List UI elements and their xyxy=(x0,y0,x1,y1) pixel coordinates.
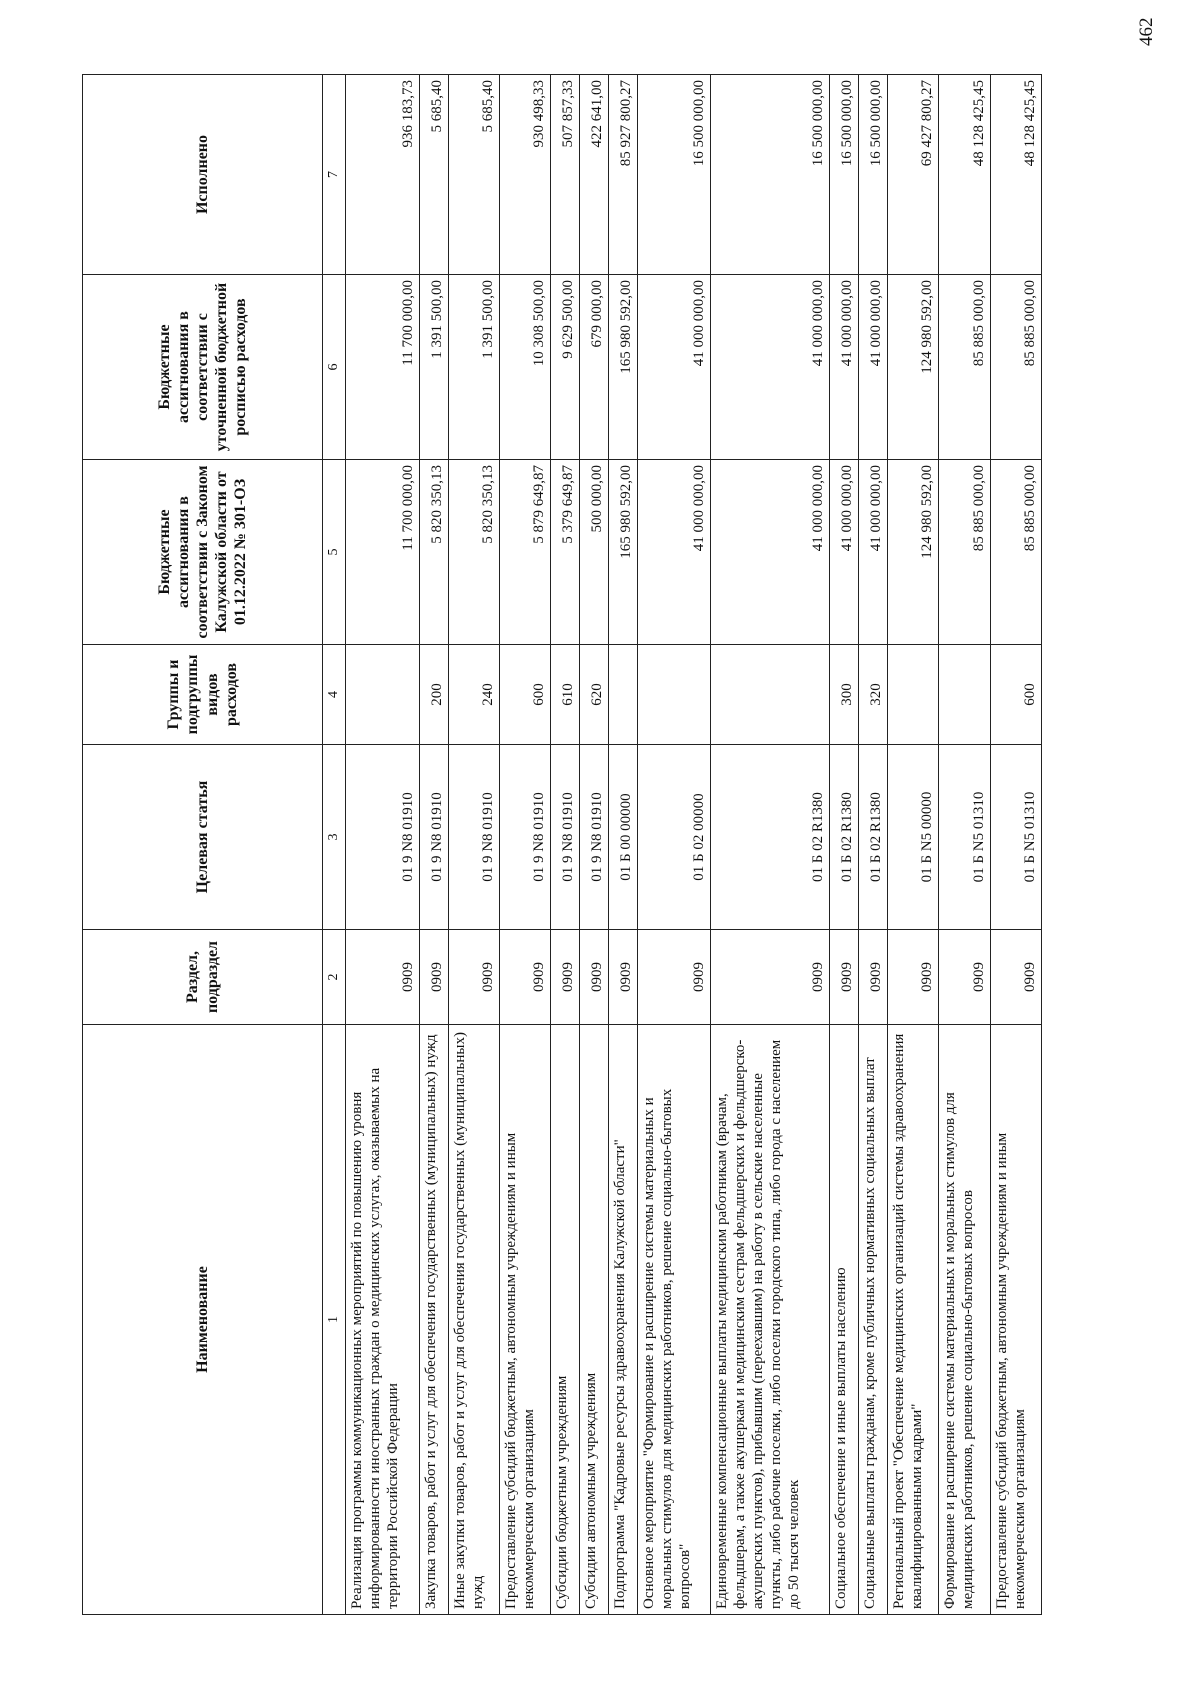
row-section: 0909 xyxy=(990,930,1041,1025)
row-law-amount: 5 820 350,13 xyxy=(448,460,499,645)
row-target: 01 Б 02 R1380 xyxy=(830,745,859,930)
col-number: 7 xyxy=(323,75,346,275)
header-groups: Группы и подгруппы видов расходов xyxy=(83,645,323,745)
row-target: 01 9 N8 01910 xyxy=(346,745,420,930)
row-name: Формирование и расширение системы материальных и моральных стимулов для медицинских работников, решение социально-бытовых вопросов xyxy=(939,1025,990,1615)
row-name: Социальное обеспечение и иные выплаты населению xyxy=(830,1025,859,1615)
row-executed-amount: 16 500 000,00 xyxy=(711,75,830,275)
row-law-amount: 41 000 000,00 xyxy=(859,460,888,645)
row-law-amount: 85 885 000,00 xyxy=(990,460,1041,645)
row-executed-amount: 507 857,33 xyxy=(551,75,580,275)
table-row xyxy=(419,75,448,1615)
row-section: 0909 xyxy=(859,930,888,1025)
table-row xyxy=(887,75,938,1615)
row-group xyxy=(711,645,830,745)
row-law-amount: 85 885 000,00 xyxy=(939,460,990,645)
table-row xyxy=(499,75,550,1615)
row-executed-amount: 16 500 000,00 xyxy=(637,75,711,275)
page-number: 462 xyxy=(1136,17,1157,46)
row-group xyxy=(637,645,711,745)
row-budget-amount: 11 700 000,00 xyxy=(346,275,420,460)
row-executed-amount: 422 641,00 xyxy=(580,75,609,275)
row-target: 01 Б N5 01310 xyxy=(990,745,1041,930)
table-row xyxy=(859,75,888,1615)
row-budget-amount: 124 980 592,00 xyxy=(887,275,938,460)
row-target: 01 9 N8 01910 xyxy=(448,745,499,930)
row-executed-amount: 16 500 000,00 xyxy=(859,75,888,275)
row-section: 0909 xyxy=(499,930,550,1025)
row-section: 0909 xyxy=(346,930,420,1025)
row-law-amount: 5 820 350,13 xyxy=(419,460,448,645)
row-group xyxy=(939,645,990,745)
col-number: 6 xyxy=(323,275,346,460)
header-name: Наименование xyxy=(83,1025,323,1615)
row-section: 0909 xyxy=(419,930,448,1025)
row-section: 0909 xyxy=(711,930,830,1025)
row-law-amount: 124 980 592,00 xyxy=(887,460,938,645)
row-target: 01 Б N5 01310 xyxy=(939,745,990,930)
budget-table-page xyxy=(82,75,1042,1615)
row-section: 0909 xyxy=(608,930,637,1025)
row-executed-amount: 936 183,73 xyxy=(346,75,420,275)
row-target: 01 9 N8 01910 xyxy=(580,745,609,930)
row-group xyxy=(887,645,938,745)
row-section: 0909 xyxy=(580,930,609,1025)
row-target: 01 Б 02 R1380 xyxy=(859,745,888,930)
row-budget-amount: 85 885 000,00 xyxy=(939,275,990,460)
row-executed-amount: 85 927 800,27 xyxy=(608,75,637,275)
row-budget-amount: 1 391 500,00 xyxy=(419,275,448,460)
row-law-amount: 500 000,00 xyxy=(580,460,609,645)
table-row xyxy=(608,75,637,1615)
table-row xyxy=(551,75,580,1615)
row-name: Предоставление субсидий бюджетным, автономным учреждениям и иным некоммерческим организациям xyxy=(499,1025,550,1615)
row-law-amount: 41 000 000,00 xyxy=(637,460,711,645)
row-section: 0909 xyxy=(551,930,580,1025)
row-group: 320 xyxy=(859,645,888,745)
row-budget-amount: 41 000 000,00 xyxy=(859,275,888,460)
row-target: 01 9 N8 01910 xyxy=(499,745,550,930)
table-row xyxy=(637,75,711,1615)
row-budget-amount: 41 000 000,00 xyxy=(637,275,711,460)
row-name: Субсидии бюджетным учреждениям xyxy=(551,1025,580,1615)
row-name: Подпрограмма "Кадровые ресурсы здравоохранения Калужской области" xyxy=(608,1025,637,1615)
row-budget-amount: 41 000 000,00 xyxy=(711,275,830,460)
row-target: 01 Б 02 00000 xyxy=(637,745,711,930)
row-name: Реализация программы коммуникационных мероприятий по повышению уровня информированности иностранных граждан о медицинских услугах, оказываемых на территории Российской Федерации xyxy=(346,1025,420,1615)
row-section: 0909 xyxy=(637,930,711,1025)
col-number: 5 xyxy=(323,460,346,645)
row-executed-amount: 48 128 425,45 xyxy=(990,75,1041,275)
table-row xyxy=(346,75,420,1615)
row-executed-amount: 69 427 800,27 xyxy=(887,75,938,275)
header-section: Раздел, подраздел xyxy=(83,930,323,1025)
row-section: 0909 xyxy=(939,930,990,1025)
row-budget-amount: 41 000 000,00 xyxy=(830,275,859,460)
row-budget-amount: 679 000,00 xyxy=(580,275,609,460)
row-name: Иные закупки товаров, работ и услуг для обеспечения государственных (муниципальных) нужд xyxy=(448,1025,499,1615)
row-section: 0909 xyxy=(887,930,938,1025)
table-row xyxy=(711,75,830,1615)
row-law-amount: 165 980 592,00 xyxy=(608,460,637,645)
col-number: 3 xyxy=(323,745,346,930)
row-budget-amount: 10 308 500,00 xyxy=(499,275,550,460)
row-executed-amount: 930 498,33 xyxy=(499,75,550,275)
table-row xyxy=(939,75,990,1615)
row-name: Социальные выплаты гражданам, кроме публичных нормативных социальных выплат xyxy=(859,1025,888,1615)
row-group: 300 xyxy=(830,645,859,745)
row-executed-amount: 5 685,40 xyxy=(419,75,448,275)
table-row xyxy=(448,75,499,1615)
table-row xyxy=(830,75,859,1615)
row-target: 01 9 N8 01910 xyxy=(419,745,448,930)
row-target: 01 Б 02 R1380 xyxy=(711,745,830,930)
row-target: 01 Б N5 00000 xyxy=(887,745,938,930)
budget-execution-table xyxy=(82,74,1042,1615)
header-budget-allocations: Бюджетные ассигнования в соответствии с уточненной бюджетной росписью расходов xyxy=(83,275,323,460)
header-executed: Исполнено xyxy=(83,75,323,275)
table-row xyxy=(580,75,609,1615)
row-executed-amount: 48 128 425,45 xyxy=(939,75,990,275)
row-law-amount: 11 700 000,00 xyxy=(346,460,420,645)
row-group: 600 xyxy=(499,645,550,745)
row-executed-amount: 5 685,40 xyxy=(448,75,499,275)
row-budget-amount: 165 980 592,00 xyxy=(608,275,637,460)
row-executed-amount: 16 500 000,00 xyxy=(830,75,859,275)
row-section: 0909 xyxy=(448,930,499,1025)
col-number: 1 xyxy=(323,1025,346,1615)
col-number: 4 xyxy=(323,645,346,745)
row-law-amount: 41 000 000,00 xyxy=(830,460,859,645)
row-group: 600 xyxy=(990,645,1041,745)
row-law-amount: 41 000 000,00 xyxy=(711,460,830,645)
row-budget-amount: 9 629 500,00 xyxy=(551,275,580,460)
row-name: Закупка товаров, работ и услуг для обеспечения государственных (муниципальных) нужд xyxy=(419,1025,448,1615)
row-budget-amount: 85 885 000,00 xyxy=(990,275,1041,460)
row-group: 610 xyxy=(551,645,580,745)
row-name: Региональный проект "Обеспечение медицинских организаций системы здравоохранения квалифицированными кадрами" xyxy=(887,1025,938,1615)
row-law-amount: 5 879 649,87 xyxy=(499,460,550,645)
row-budget-amount: 1 391 500,00 xyxy=(448,275,499,460)
header-target: Целевая статья xyxy=(83,745,323,930)
col-number: 2 xyxy=(323,930,346,1025)
row-group: 200 xyxy=(419,645,448,745)
row-group: 240 xyxy=(448,645,499,745)
row-group: 620 xyxy=(580,645,609,745)
row-group xyxy=(608,645,637,745)
row-target: 01 9 N8 01910 xyxy=(551,745,580,930)
row-name: Единовременные компенсационные выплаты медицинским работникам (врачам, фельдшерам, а также акушеркам и медицинским сестрам фельдшерских и фельдшерско-акушерских пунктов), прибывшим (переехавшим) на работу в сельские населенные пункты, либо рабочие поселки, либо поселки городского типа, либо города с населением до 50 тысяч человек xyxy=(711,1025,830,1615)
table-row xyxy=(990,75,1041,1615)
row-target: 01 Б 00 00000 xyxy=(608,745,637,930)
row-law-amount: 5 379 649,87 xyxy=(551,460,580,645)
header-law-allocations: Бюджетные ассигнования в соответствии с Законом Калужской области от 01.12.2022 № 301-ОЗ xyxy=(83,460,323,645)
row-name: Предоставление субсидий бюджетным, автономным учреждениям и иным некоммерческим организациям xyxy=(990,1025,1041,1615)
row-name: Субсидии автономным учреждениям xyxy=(580,1025,609,1615)
row-section: 0909 xyxy=(830,930,859,1025)
row-group xyxy=(346,645,420,745)
row-name: Основное мероприятие "Формирование и расширение системы материальных и моральных стимулов для медицинских работников, решение социально-бытовых вопросов" xyxy=(637,1025,711,1615)
